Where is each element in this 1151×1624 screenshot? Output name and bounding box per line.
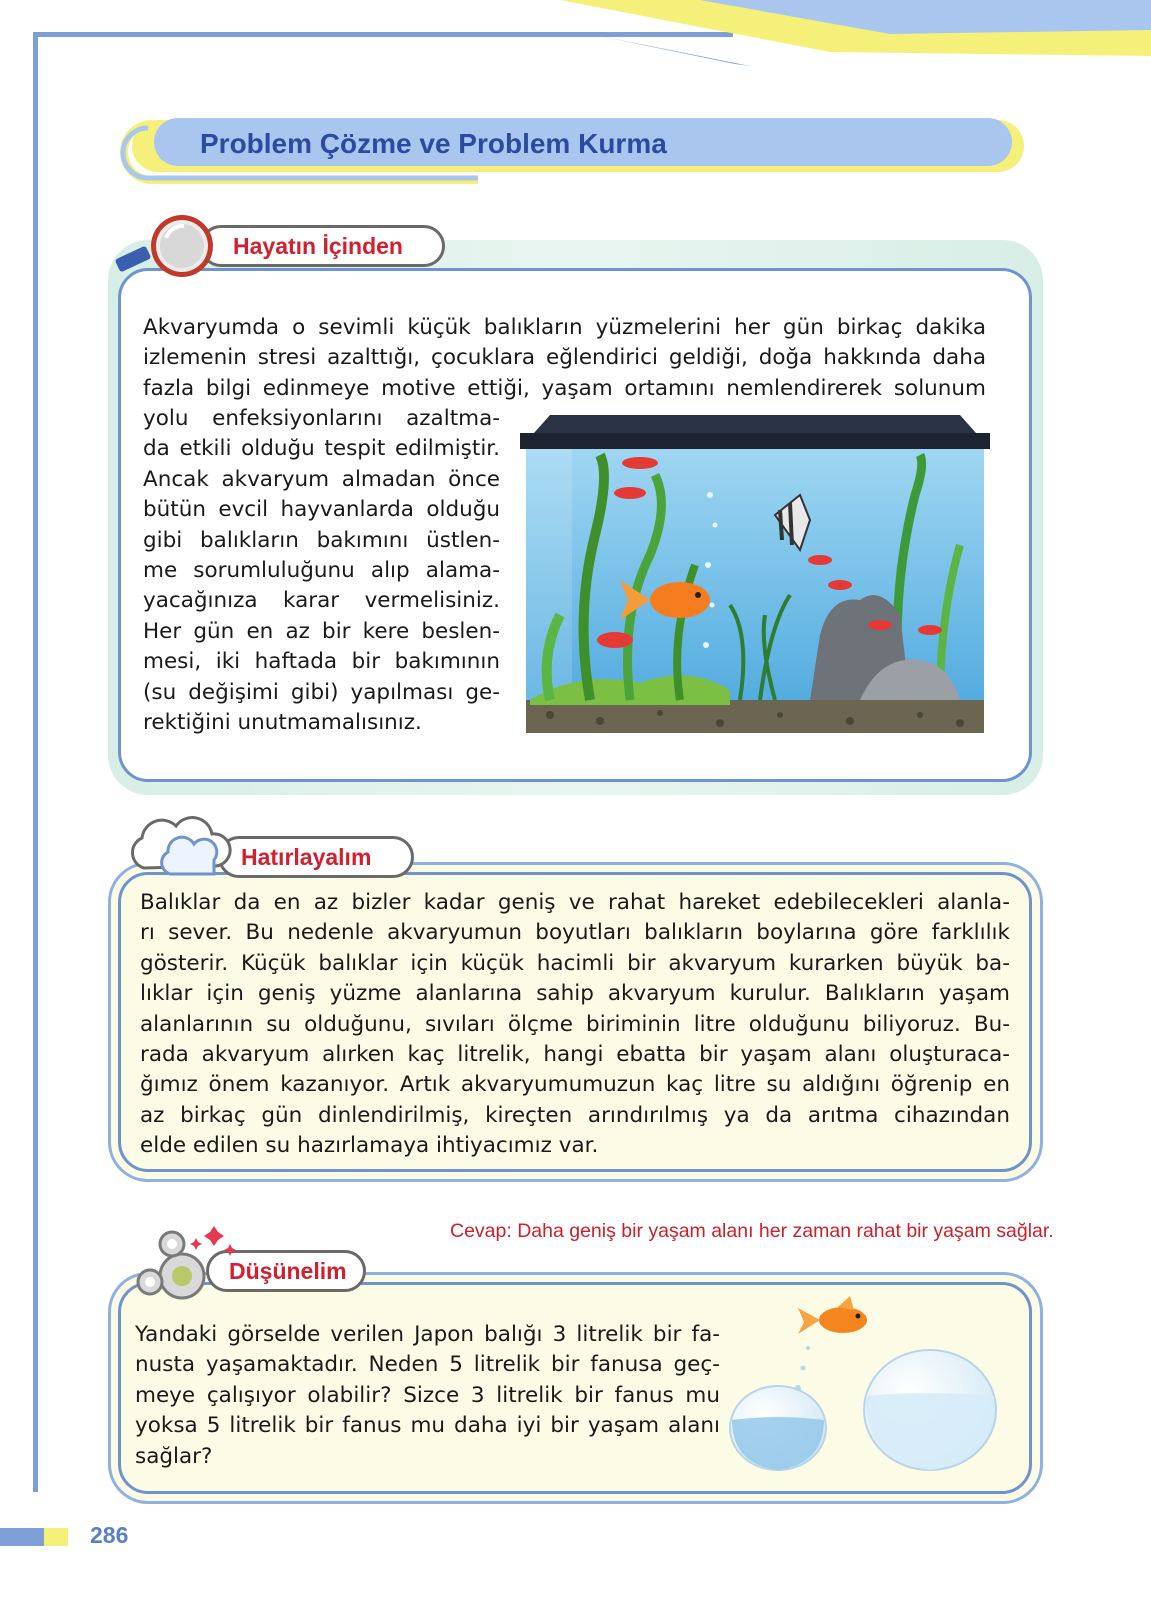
- aquarium-illustration: [520, 415, 990, 733]
- top-decoration: [560, 0, 1151, 66]
- page-number: 286: [90, 1522, 129, 1548]
- text-line: nusta yaşamaktadır. Neden 5 litrelik bir fanusa geç-: [135, 1352, 720, 1378]
- text-line: az birkaç gün dinlendirilmiş, kireçten arındırılmış ya da arıtma cihazından: [140, 1102, 1010, 1128]
- page-frame-left: [33, 32, 38, 1492]
- goldfish-icon: [798, 1296, 867, 1334]
- text-line: Akvaryumda o sevimli küçük balıkların yüzmelerini her gün birkaç dakika: [143, 315, 986, 340]
- text-line: rektiğini unutmamalısınız.: [143, 710, 422, 736]
- text-line: Balıklar da en az bizler kadar geniş ve rahat hareket edebilecekleri alanla-: [140, 890, 1010, 915]
- text-line: gösterir. Küçük balıklar için küçük hacimli bir akvaryum kurarken büyük ba-: [140, 950, 1010, 976]
- hayatin-icinden-text-narrow: [143, 404, 500, 738]
- hayatin-icinden-tag-label: Hayatın İçinden: [233, 233, 403, 259]
- text-line: elde edilen su hazırlamaya ihtiyacımız var.: [140, 1133, 599, 1159]
- answer-text: Cevap: Daha geniş bir yaşam alanı her zaman rahat bir yaşam sağlar.: [450, 1220, 1054, 1242]
- text-line: mesi, iki haftada bir bakımının: [143, 649, 500, 675]
- text-line: yolu enfeksiyonlarını azaltma-: [143, 406, 500, 431]
- text-line: (su değişimi gibi) yapılması ge-: [143, 679, 500, 705]
- text-line: da etkili olduğu tespit edilmiştir.: [143, 436, 500, 462]
- hatirlayalim-tag: [218, 836, 414, 878]
- cloud-icon: [124, 816, 234, 884]
- gears-icon: [124, 1222, 244, 1306]
- dusunelim-tag-label: Düşünelim: [229, 1258, 347, 1284]
- text-line: Yandaki görselde verilen Japon balığı 3 litrelik bir fa-: [135, 1322, 720, 1347]
- page-number-bar: [0, 1528, 44, 1546]
- text-line: yacağınıza karar vermelisiniz.: [143, 588, 500, 614]
- text-line: yoksa 5 litrelik bir fanus mu daha iyi bir yaşam alanı: [135, 1413, 720, 1439]
- hayatin-icinden-text-full: [143, 313, 986, 404]
- dusunelim-text: [135, 1320, 720, 1472]
- hatirlayalim-text: [140, 888, 1010, 1162]
- goldfish-bowls-illustration: [728, 1288, 1018, 1478]
- text-line: Ancak akvaryum almadan önce: [143, 466, 500, 492]
- page-title: Problem Çözme ve Problem Kurma: [200, 128, 667, 159]
- text-line: alanlarının su olduğunu, sıvıları ölçme biriminin litre olduğunu biliyoruz. Bu-: [140, 1011, 1010, 1037]
- text-line: lıklar için geniş yüzme alanlarına sahip akvaryum kurulur. Balıkların yaşam: [140, 981, 1010, 1007]
- text-line: meye çalışıyor olabilir? Sizce 3 litrelik bir fanus mu: [135, 1382, 720, 1408]
- text-line: sağlar?: [135, 1443, 213, 1469]
- hatirlayalim-tag-label: Hatırlayalım: [241, 844, 372, 870]
- text-line: gibi balıkların bakımını üstlen-: [143, 527, 500, 553]
- page-number-bar-accent: [44, 1528, 68, 1546]
- text-line: Her gün en az bir kere beslen-: [143, 618, 500, 644]
- text-line: izlemenin stresi azalttığı, çocuklara eğlendirici geldiği, doğa hakkında daha: [143, 345, 986, 371]
- text-line: ğımız önem kazanıyor. Artık akvaryumumuzun kaç litre su aldığını öğrenip en: [140, 1072, 1010, 1098]
- text-line: me sorumluluğunu alıp alama-: [143, 558, 500, 584]
- text-line: rada akvaryum alırken kaç litrelik, hangi ebatta bir yaşam alanı oluşturaca-: [140, 1042, 1010, 1068]
- text-line: bütün evcil hayvanlarda olduğu: [143, 497, 500, 523]
- text-line: fazla bilgi edinmeye motive ettiği, yaşam ortamını nemlendirerek solunum: [143, 375, 986, 401]
- text-line: rı sever. Bu nedenle akvaryumun boyutları balıkların boylarına göre farklılık: [140, 920, 1010, 946]
- magnifier-icon: [112, 208, 224, 284]
- hayatin-icinden-tag: [200, 225, 445, 267]
